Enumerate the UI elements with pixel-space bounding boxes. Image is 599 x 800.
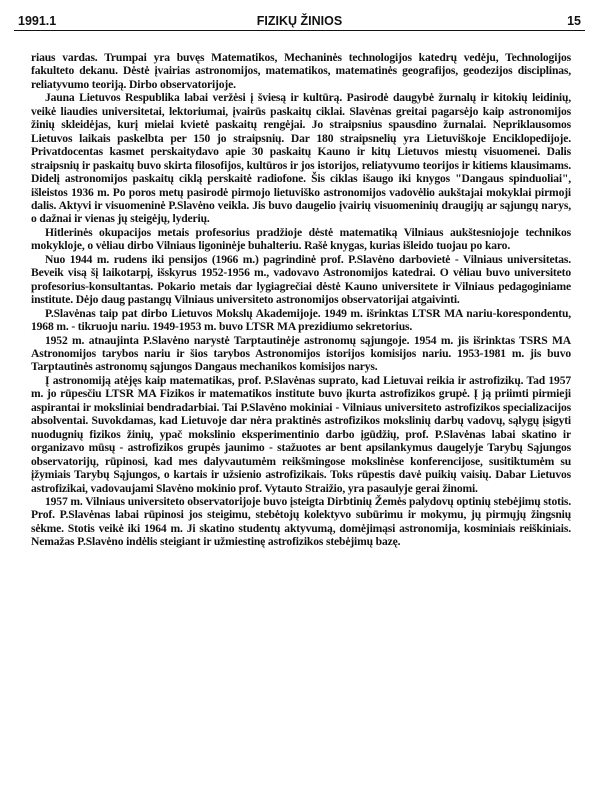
paragraph-3: Hitlerinės okupacijos metais profesorius pradžioje dėstė matematiką Vilniaus aukštesniojoje technikos mokykloje, o vėliau dirbo Vilniaus ligoninėje buhalteriu. Rašė knygas, kurias išleido tuojau po karo. [31,225,571,253]
paragraph-5: P.Slavėnas taip pat dirbo Lietuvos Mokslų Akademijoje. 1949 m. išrinktas LTSR MA nariu-korespondentu, 1968 m. - tikruoju nariu. 1949-1953 m. buvo LTSR MA prezidiumo sekretorius. [31,306,571,334]
paragraph-6: 1952 m. atnaujinta P.Slavėno narystė Tarptautinėje astronomų sąjungoje. 1954 m. jis išrinktas TSRS MA Astronomijos tarybos nariu ir šios tarybos Astronomijos istorijos komisijos nariu. 1953-1981 m. jis buvo Tarptautinės astronomų sąjungos Dangaus mechanikos komisijos narys. [31,333,571,374]
paragraph-7: Į astronomiją atėjęs kaip matematikas, prof. P.Slavėnas suprato, kad Lietuvai reikia ir astrofizikų. Tad 1957 m. jo rūpesčiu LTSR MA Fizikos ir matematikos institute buvo įkurta astrofizikos grupė. Į ją priimti pirmieji aspirantai ir moksliniai bendradarbiai. Tai P.Slavėno mokiniai - Vilniaus universiteto astrofizikos specializacijos absolventai. Suvokdamas, kad Lietuvoje dar nėra praktinės astrofizikos mokslinių darbų vadovų, sąlygų įsigyti nuodugnių fizikos žinių, ypač mokslinio eksperimentinio darbo įgūdžių, prof. P.Slavėnas labai skatino ir organizavo mūsų - astrofizikos grupės jaunimo - stažuotes ar bent apsilankymus daugelyje Tarybų Sąjungos observatorijų, rūpinosi, kad mes dalyvautumėm reikšmingose mokslinėse konferencijose, susitiktumėm su įžymiais Tarybų Sąjungos, o kartais ir užsienio astrofizikais. Toks rūpestis davė puikių vaisių. Dabar Lietuvos astrofizikai, vadovaujami Slavėno mokinio prof. Vytauto Straižio, yra pasaulyje gerai žinomi. [31,373,571,495]
page-number: 15 [567,14,581,28]
journal-title: FIZIKŲ ŽINIOS [256,14,343,28]
running-header [14,14,585,31]
issue-number: 1991.1 [18,14,57,28]
paragraph-8: 1957 m. Vilniaus universiteto observatorijoje buvo įsteigta Dirbtinių Žemės palydovų optinių stebėjimų stotis. Prof. P.Slavėnas labai rūpinosi jos steigimu, stebėtojų kolektyvo subūrimu ir mokymu, jų pirmųjų žingsnių sėkme. Stotis veikė iki 1964 m. Ji skatino studentų aktyvumą, domėjimąsi astronomija, kosminiais reiškiniais. Nemažas P.Slavėno indėlis steigiant ir užmiestinę astrofizikos stebėjimų bazę. [31,494,571,549]
paragraph-1: riaus vardas. Trumpai yra buvęs Matematikos, Mechaninės technologijos katedrų vedėju, Technologijos fakulteto dekanu. Dėstė įvairias astronomijos, matematikos, matematinės geografijos, geodezijos disciplinas, reliatyvumo teoriją. Dirbo observatorijoje. [31,51,571,91]
article-body [31,51,571,549]
paragraph-4: Nuo 1944 m. rudens iki pensijos (1966 m.) pagrindinė prof. P.Slavėno darbovietė - Vilniaus universitetas. Beveik visą šį laikotarpį, išskyrus 1952-1956 m., vadovavo Astronomijos katedrai. O vėliau buvo universiteto profesorius-konsultantas. Pokario metais dar lygiagrečiai dėstė Kauno universitete ir Vilniaus pedagoginiame institute. Dėjo daug pastangų Vilniaus universiteto astronomijos observatorijai atgaivinti. [31,252,571,307]
paragraph-2: Jauna Lietuvos Respublika labai veržėsi į šviesą ir kultūrą. Pasirodė daugybė žurnalų ir kitokių leidinių, veikė liaudies universitetai, lektoriumai, įvairūs paskaitų ciklai. Slavėnas greitai pagarsėjo kaip astronomijos žinių skleidėjas, kurį mielai kvietė paskaitų rengėjai. Jo straipsnius spausdino žurnalai. Nepriklausomos Lietuvos laikais paskelbta per 150 jo straipsnių. Dar 180 straipsnelių yra Lietuviškoje Enciklopedijoje. Privatdocentas kasmet perskaitydavo apie 30 paskaitų Kauno ir kitų Lietuvos miestų visuomenei. Dalis straipsnių ir paskaitų buvo skirta filosofijos, kultūros ir jos istorijos, reliatyvumo teorijos ir kitiems klausimams. Didelį astronomijos paskaitų ciklą perskaitė radiofone. Šis ciklas išaugo iki knygos "Dangaus spinduoliai", išleistos 1936 m. Po poros metų pasirodė pirmojo lietuviško astronomijos vadovėlio aukštajai mokyklai pirmoji dalis. Aktyvi ir visuomeninė P.Slavėno veikla. Jis buvo daugelio įvairių visuomeninių draugijų ar sąjungų narys, o dažnai ir vienas jų steigėjų, lyderių. [31,91,571,226]
